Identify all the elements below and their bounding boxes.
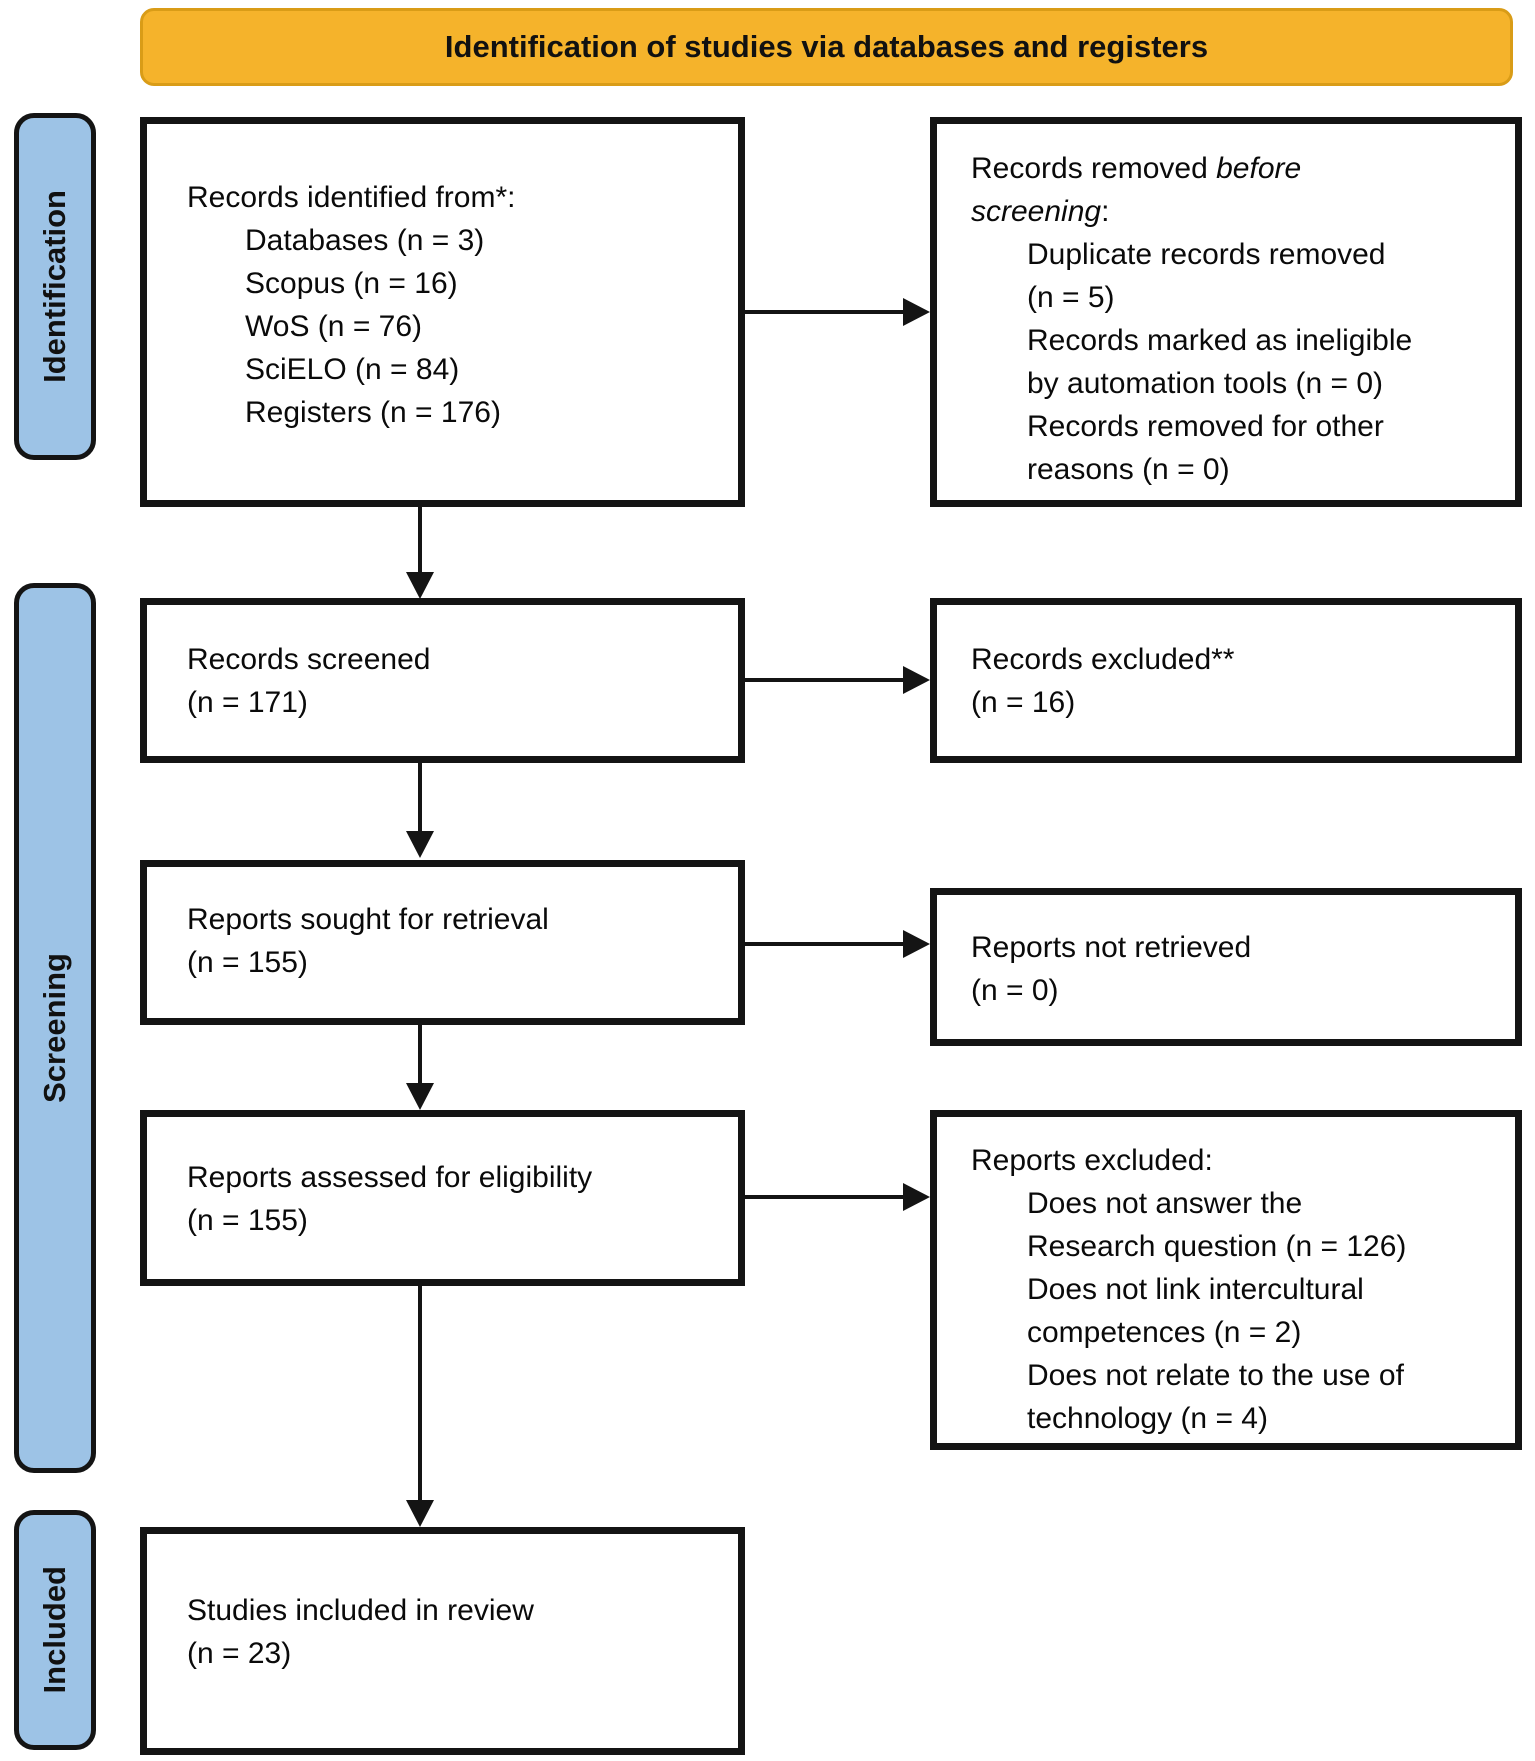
box-records-excluded	[930, 598, 1522, 763]
stage-identification	[14, 113, 96, 460]
arrow-stem	[745, 942, 905, 946]
arrow-stem	[745, 1195, 905, 1199]
box-title-italic: before	[1216, 152, 1302, 185]
box-line: Records excluded**	[971, 643, 1235, 676]
arrow-head-icon	[406, 1500, 434, 1527]
stage-included	[14, 1510, 96, 1750]
arrow-head-icon	[903, 1183, 930, 1211]
arrow-stem	[418, 1025, 422, 1085]
box-line: technology (n = 4)	[1027, 1402, 1268, 1435]
box-title-text: :	[1101, 195, 1110, 228]
box-line: Studies included in review	[187, 1594, 534, 1627]
banner-title: Identification of studies via databases and registers	[444, 29, 1209, 64]
arrow-head-icon	[406, 831, 434, 858]
arrow-head-icon	[406, 572, 434, 599]
box-line: Registers (n = 176)	[245, 396, 501, 429]
box-title: Reports excluded:	[971, 1144, 1213, 1177]
box-title: Records identified from*:	[187, 181, 516, 214]
box-studies-included	[140, 1527, 745, 1755]
box-reports-not-retrieved	[930, 888, 1522, 1046]
box-records-identified	[140, 117, 745, 507]
box-records-screened	[140, 598, 745, 763]
arrow-stem	[418, 762, 422, 833]
box-line: SciELO (n = 84)	[245, 353, 460, 386]
box-line: Does not answer the	[1027, 1187, 1303, 1220]
arrow-stem	[745, 678, 905, 682]
box-line: Records marked as ineligible	[1027, 324, 1413, 357]
box-line: Reports sought for retrieval	[187, 903, 549, 936]
box-line: Research question (n = 126)	[1027, 1230, 1407, 1263]
box-line: Duplicate records removed	[1027, 238, 1386, 271]
arrow-head-icon	[406, 1083, 434, 1110]
stage-identification-label: Identification	[37, 190, 72, 383]
arrow-head-icon	[903, 666, 930, 694]
box-line: WoS (n = 76)	[245, 310, 423, 343]
box-line: (n = 171)	[187, 686, 308, 719]
box-line: reasons (n = 0)	[1027, 453, 1230, 486]
box-line: (n = 23)	[187, 1637, 292, 1670]
stage-included-label: Included	[37, 1566, 72, 1694]
box-records-removed	[930, 117, 1522, 507]
arrow-head-icon	[903, 298, 930, 326]
box-line: Databases (n = 3)	[245, 224, 485, 257]
box-reports-excluded	[930, 1110, 1522, 1450]
box-line: (n = 155)	[187, 1204, 308, 1237]
stage-screening-label: Screening	[37, 953, 72, 1103]
box-line: Does not relate to the use of	[1027, 1359, 1404, 1392]
box-reports-sought	[140, 860, 745, 1025]
box-title	[971, 190, 1501, 233]
box-line: Scopus (n = 16)	[245, 267, 458, 300]
box-line: Does not link intercultural	[1027, 1273, 1364, 1306]
box-title-text: Records removed	[971, 152, 1217, 185]
box-line: Records removed for other	[1027, 410, 1384, 443]
box-title	[971, 147, 1501, 190]
box-line: (n = 0)	[971, 974, 1059, 1007]
box-reports-assessed	[140, 1110, 745, 1286]
box-line: (n = 5)	[1027, 281, 1115, 314]
banner	[140, 8, 1513, 86]
box-line: (n = 155)	[187, 946, 308, 979]
arrow-stem	[418, 1286, 422, 1502]
arrow-stem	[745, 310, 905, 314]
box-line: (n = 16)	[971, 686, 1076, 719]
box-title-italic: screening	[971, 195, 1102, 228]
stage-screening	[14, 583, 96, 1473]
box-line: Records screened	[187, 643, 431, 676]
arrow-head-icon	[903, 930, 930, 958]
box-line: by automation tools (n = 0)	[1027, 367, 1384, 400]
box-line: competences (n = 2)	[1027, 1316, 1302, 1349]
box-line: Reports assessed for eligibility	[187, 1161, 593, 1194]
box-line: Reports not retrieved	[971, 931, 1252, 964]
arrow-stem	[418, 507, 422, 574]
